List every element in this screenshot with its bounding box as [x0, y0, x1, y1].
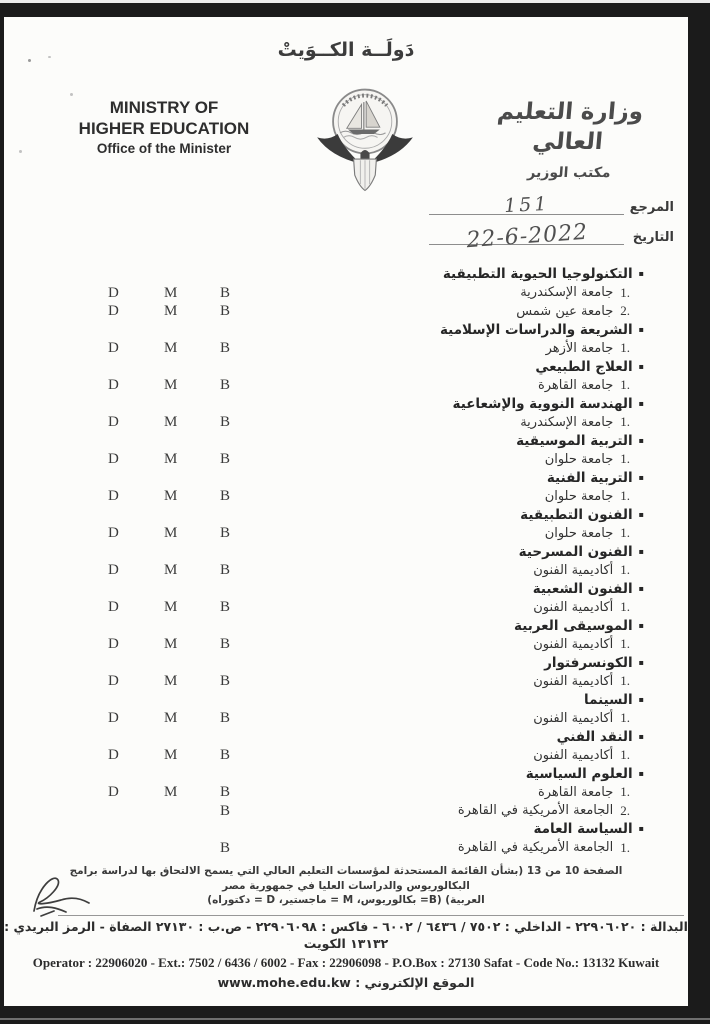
institution-name: أكاديمية الفنون [533, 599, 614, 615]
degree-letter-B: B [220, 525, 231, 541]
degree-letter-M: M [164, 284, 178, 301]
footnote-line2: العربية) (B= بكالوريوس، M = ماجستير، D = دكتوراه) [207, 894, 485, 906]
degree-letter-B: B [220, 451, 231, 467]
institution-row [4, 746, 688, 765]
degree-letter-D: D [108, 710, 119, 726]
category-title: السينما [584, 691, 633, 708]
bullet-icon: ▪ [638, 509, 644, 519]
state-title: دَولَــة الكــوَيتْ [277, 39, 415, 61]
institution-name: جامعة حلوان [544, 525, 614, 541]
category-row [4, 617, 688, 636]
degree-letter-B: B [220, 636, 231, 652]
degree-letter-M: M [164, 747, 178, 763]
scan-speck [19, 150, 22, 153]
degree-letter-B: B [220, 599, 231, 615]
degree-letter-B: B [220, 802, 231, 819]
category-row [4, 506, 688, 525]
institution-number: 1. [620, 562, 630, 578]
ministry-name-english [56, 97, 272, 158]
reference-row [409, 189, 674, 218]
degree-letter-D: D [108, 747, 119, 763]
institution-row [4, 450, 688, 469]
footnote-line1: الصفحة 10 من 13 (بشأن القائمة المستحدثة لمؤسسات التعليم العالي التي يسمح الالتحاق بها لدراسة برامج البكالوريوس والدراسات العليا في جمهورية مصر [69, 865, 623, 892]
category-title: التكنولوجيا الحيوية التطبيقية [442, 266, 633, 283]
institution-row [4, 524, 688, 543]
institution-name: جامعة حلوان [544, 451, 614, 467]
degree-letter-B: B [220, 488, 231, 504]
category-row [4, 469, 688, 488]
category-row [4, 543, 688, 562]
institution-row [4, 672, 688, 691]
scan-edge-bottom [0, 1018, 710, 1020]
institution-row [4, 709, 688, 728]
category-title: الشريعة والدراسات الإسلامية [440, 321, 633, 338]
page-footnote [40, 864, 652, 908]
institution-number: 1. [620, 340, 630, 356]
category-title: النقد الفني [556, 728, 633, 745]
institution-row [4, 802, 688, 821]
institution-number: 1. [620, 784, 630, 800]
degree-letter-B: B [220, 303, 231, 319]
institution-number: 1. [620, 747, 630, 763]
institution-name: جامعة حلوان [544, 488, 614, 504]
institution-number: 1. [620, 673, 630, 689]
degree-letter-M: M [164, 599, 178, 615]
category-title: السياسة العامة [533, 821, 633, 838]
institution-row [4, 783, 688, 802]
degree-letter-D: D [108, 673, 119, 689]
bullet-icon: ▪ [638, 768, 644, 778]
degree-letter-M: M [164, 377, 178, 393]
office-of-minister-english: Office of the Minister [96, 141, 232, 156]
degree-letter-M: M [164, 673, 178, 689]
institution-row [4, 284, 688, 303]
category-title: الكونسرفتوار [544, 654, 633, 671]
category-row [4, 265, 688, 284]
category-row [4, 358, 688, 377]
degree-letter-B: B [220, 562, 231, 578]
footer-separator [58, 915, 684, 916]
degree-letter-D: D [108, 451, 119, 467]
footer-contact [4, 918, 688, 991]
degree-letter-D: D [108, 636, 119, 652]
institution-number: 1. [620, 839, 630, 855]
category-row [4, 654, 688, 673]
institution-number: 1. [620, 377, 630, 393]
category-title: الفنون الشعبية [532, 580, 633, 597]
bullet-icon: ▪ [638, 546, 644, 556]
institution-row [4, 413, 688, 432]
category-title: التربية الموسيقية [516, 432, 633, 449]
institution-number: 1. [620, 488, 630, 504]
category-row [4, 395, 688, 414]
degree-letter-B: B [220, 414, 231, 430]
institution-name: الجامعة الأمريكية في القاهرة [457, 840, 614, 856]
bullet-icon: ▪ [638, 824, 644, 834]
degree-letter-M: M [164, 451, 178, 467]
bullet-icon: ▪ [638, 657, 644, 667]
scan-edge-top [0, 0, 710, 3]
category-row [4, 691, 688, 710]
institution-row [4, 487, 688, 506]
institution-name: أكاديمية الفنون [533, 710, 614, 726]
document-page [4, 17, 688, 1006]
handwritten-signature [26, 871, 102, 921]
degree-letter-M: M [164, 562, 178, 578]
category-title: التربية الفنية [546, 469, 633, 486]
degree-letter-B: B [220, 284, 231, 301]
ministry-en-line1: MINISTRY OF [109, 98, 219, 117]
category-row [4, 580, 688, 599]
category-row [4, 321, 688, 340]
institution-number: 2. [620, 303, 630, 319]
date-value-line [429, 219, 624, 254]
category-title: الموسيقى العربية [514, 617, 633, 634]
degree-letter-M: M [164, 784, 178, 800]
degree-letter-B: B [220, 839, 231, 856]
institution-number: 1. [620, 525, 630, 541]
category-row [4, 728, 688, 747]
institution-row [4, 376, 688, 395]
category-row [4, 765, 688, 784]
bullet-icon: ▪ [638, 269, 644, 279]
degree-letter-B: B [220, 784, 231, 800]
ministry-en-line2: HIGHER EDUCATION [78, 119, 250, 138]
institution-number: 1. [620, 284, 630, 300]
institution-row [4, 598, 688, 617]
institution-row [4, 561, 688, 580]
degree-letter-B: B [220, 377, 231, 393]
degree-letter-D: D [108, 599, 119, 615]
category-title: الفنون المسرحية [518, 543, 633, 560]
institution-name: أكاديمية الفنون [533, 562, 614, 578]
bullet-icon: ▪ [638, 583, 644, 593]
degree-letter-M: M [164, 303, 178, 319]
bullet-icon: ▪ [638, 694, 644, 704]
bullet-icon: ▪ [638, 731, 644, 741]
institution-number: 2. [620, 802, 630, 818]
degree-letter-B: B [220, 710, 231, 726]
category-row [4, 432, 688, 451]
institution-name: جامعة الإسكندرية [520, 414, 614, 430]
category-title: الفنون التطبيقية [520, 506, 633, 523]
bullet-icon: ▪ [638, 620, 644, 630]
degree-letter-D: D [108, 340, 119, 356]
bullet-icon: ▪ [638, 361, 644, 371]
degree-letter-M: M [164, 414, 178, 430]
institution-name: أكاديمية الفنون [533, 673, 614, 689]
degree-letter-M: M [164, 710, 178, 726]
institution-name: جامعة القاهرة [537, 784, 614, 800]
office-of-minister-arabic: مكتب الوزير [526, 165, 612, 181]
degree-letter-D: D [108, 303, 119, 319]
contact-line-arabic: البدالة : ٢٢٩٠٦٠٢٠ - الداخلي : ٧٥٠٢ / ٦٤٣٦ / ٦٠٠٢ - فاكس : ٢٢٩٠٦٠٩٨ - ص.ب : ٢٧١٣٠ الصفاة - الرمز البريدي : ١٣١٣٢ الكويت [4, 919, 688, 951]
institution-row [4, 839, 688, 858]
institution-number: 1. [620, 710, 630, 726]
institution-name: جامعة الإسكندرية [520, 285, 614, 301]
institution-name: جامعة القاهرة [537, 377, 614, 393]
ministry-ar-title: وزارة التعليم العالي [496, 99, 645, 155]
degree-letter-M: M [164, 488, 178, 504]
category-title: العلاج الطبيعي [535, 358, 633, 375]
reference-value-line [429, 192, 624, 218]
category-title: العلوم السياسية [525, 765, 633, 782]
degree-letter-D: D [108, 284, 119, 301]
degree-letter-D: D [108, 525, 119, 541]
institution-name: أكاديمية الفنون [533, 747, 614, 763]
institution-number: 1. [620, 414, 630, 430]
institution-name: جامعة عين شمس [516, 303, 614, 319]
degree-letter-M: M [164, 525, 178, 541]
institution-number: 1. [620, 451, 630, 467]
date-row [409, 219, 674, 254]
kuwait-emblem-icon [308, 83, 422, 193]
degree-letter-D: D [108, 562, 119, 578]
degree-letter-B: B [220, 340, 231, 356]
degree-letter-D: D [108, 414, 119, 430]
institution-name: جامعة الأزهر [545, 340, 614, 356]
reference-block [409, 189, 674, 254]
bullet-icon: ▪ [638, 472, 644, 482]
degree-letter-M: M [164, 340, 178, 356]
institution-number: 1. [620, 599, 630, 615]
degree-letter-D: D [108, 488, 119, 504]
date-label: التاريخ [632, 230, 674, 245]
institution-row [4, 339, 688, 358]
degree-letter-M: M [164, 636, 178, 652]
scan-speck [70, 93, 73, 96]
date-handwritten: 22-6-2022 [465, 219, 589, 254]
ministry-name-arabic [474, 97, 664, 181]
reference-number-handwritten: 151 [503, 192, 550, 218]
institution-name: أكاديمية الفنون [533, 636, 614, 652]
category-title: الهندسة النووية والإشعاعية [452, 395, 633, 412]
programs-list [4, 265, 688, 857]
institution-row [4, 635, 688, 654]
degree-letter-B: B [220, 673, 231, 689]
website-line: الموقع الإلكتروني : www.mohe.edu.kw [217, 975, 475, 990]
category-row [4, 820, 688, 839]
institution-row [4, 302, 688, 321]
contact-line-english: Operator : 22906020 - Ext.: 7502 / 6436 / 6002 - Fax : 22906098 - P.O.Box : 27130 Safat - Code No.: 13132 Kuwait [32, 955, 660, 970]
degree-letter-B: B [220, 747, 231, 763]
reference-label: المرجع [629, 200, 674, 215]
bullet-icon: ▪ [638, 435, 644, 445]
degree-letter-D: D [108, 784, 119, 800]
institution-number: 1. [620, 636, 630, 652]
degree-letter-D: D [108, 377, 119, 393]
institution-name: الجامعة الأمريكية في القاهرة [457, 803, 614, 819]
bullet-icon: ▪ [638, 398, 644, 408]
bullet-icon: ▪ [638, 324, 644, 334]
